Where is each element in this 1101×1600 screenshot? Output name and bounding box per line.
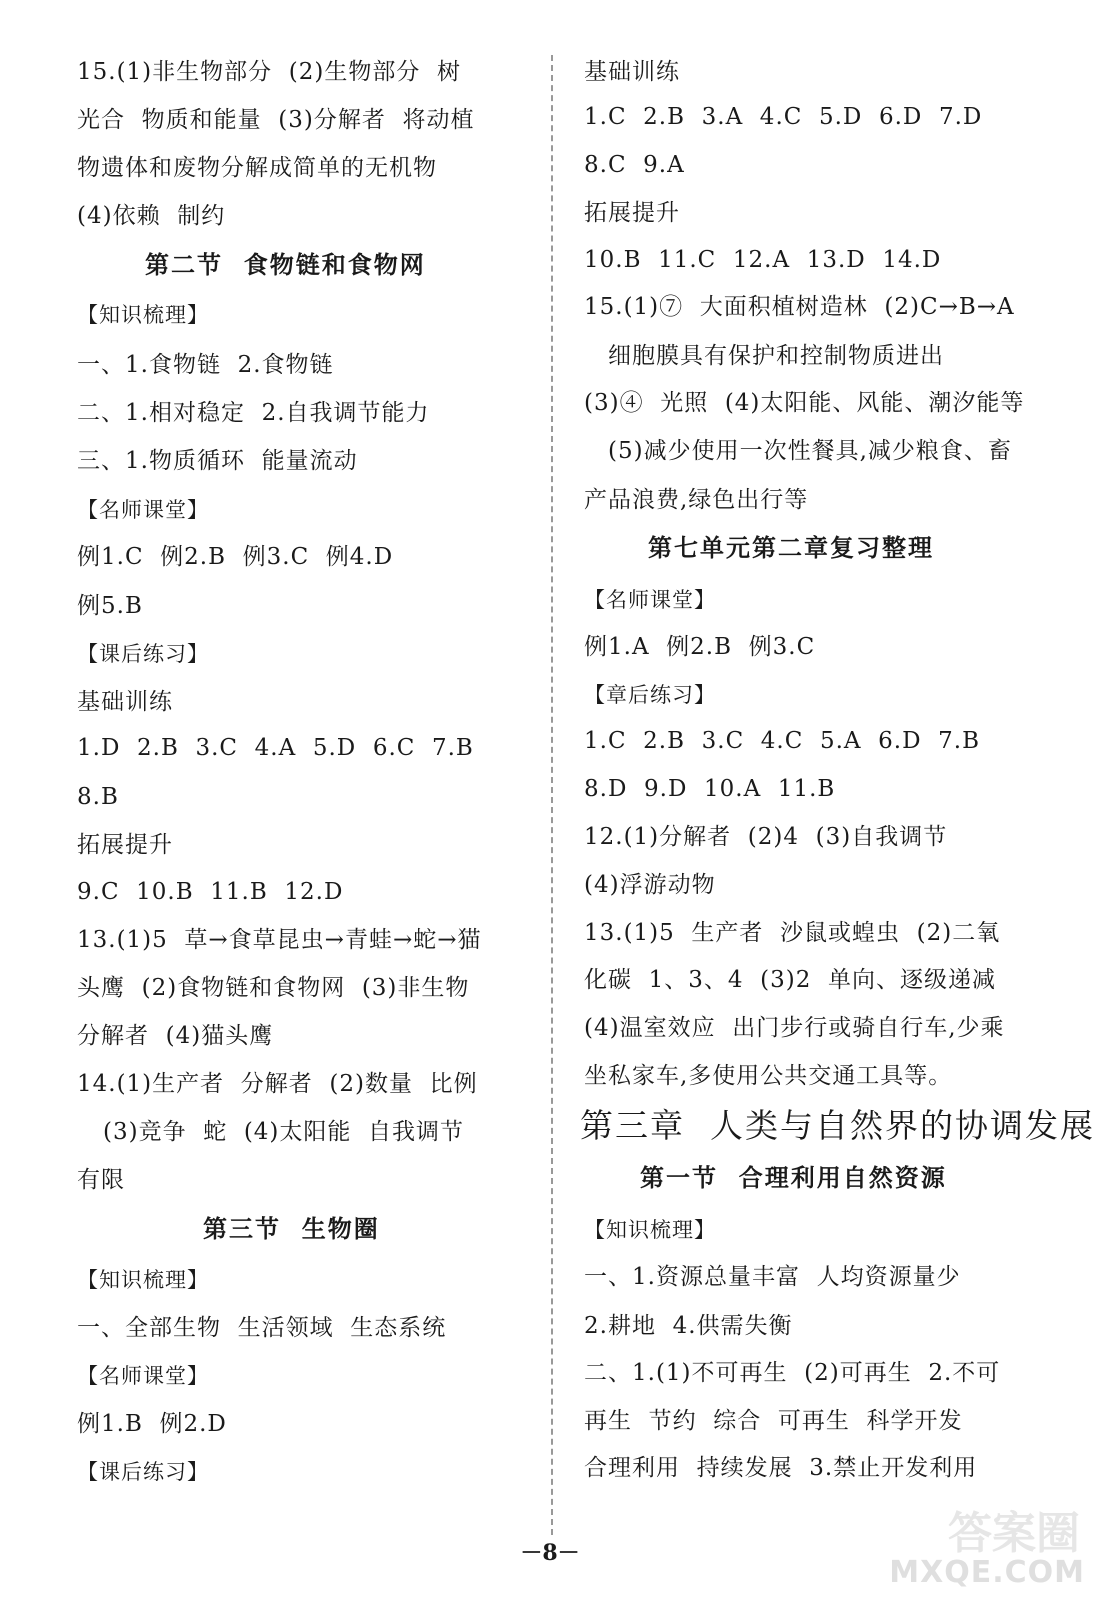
answer-line: 基础训练 — [77, 689, 173, 715]
answer-line: 14.(1)生产者 分解者 (2)数量 比例 — [77, 1071, 478, 1097]
answer-line: 8.D 9.D 10.A 11.B — [584, 776, 836, 802]
answer-line: 15.(1)⑦ 大面积植树造林 (2)C→B→A — [584, 294, 1015, 320]
answer-line: 光合 物质和能量 (3)分解者 将动植 — [77, 107, 475, 133]
answer-line: 1.D 2.B 3.C 4.A 5.D 6.C 7.B — [77, 735, 474, 761]
answer-line: 物遗体和废物分解成简单的无机物 — [77, 155, 437, 181]
section-heading: 第三章 人类与自然界的协调发展 — [580, 1106, 1095, 1145]
subsection-label: 【知识梳理】 — [77, 303, 209, 327]
answer-line: 二、1.相对稳定 2.自我调节能力 — [77, 400, 430, 426]
answer-line: 坐私家车,多使用公共交通工具等。 — [584, 1063, 953, 1089]
answer-line: 再生 节约 综合 可再生 科学开发 — [584, 1408, 963, 1434]
answer-line: 13.(1)5 生产者 沙鼠或蝗虫 (2)二氧 — [584, 920, 1001, 946]
answer-line: 10.B 11.C 12.A 13.D 14.D — [584, 247, 942, 273]
answer-line: 分解者 (4)猫头鹰 — [77, 1023, 274, 1049]
answer-line: 基础训练 — [584, 59, 680, 85]
answer-line: 8.C 9.A — [584, 152, 685, 178]
section-heading: 第三节 生物圈 — [203, 1215, 380, 1243]
answer-line: 头鹰 (2)食物链和食物网 (3)非生物 — [77, 975, 470, 1001]
answer-line: 有限 — [77, 1167, 125, 1193]
answer-line: 2.耕地 4.供需失衡 — [584, 1313, 793, 1339]
watermark-site: MXQE.COM — [889, 1555, 1085, 1590]
subsection-label: 【名师课堂】 — [77, 1364, 209, 1388]
answer-line: 13.(1)5 草→食草昆虫→青蛙→蛇→猫 — [77, 927, 482, 953]
answer-line: 12.(1)分解者 (2)4 (3)自我调节 — [584, 824, 948, 850]
section-heading: 第二节 食物链和食物网 — [145, 251, 426, 279]
section-heading: 第一节 合理利用自然资源 — [640, 1164, 947, 1192]
answer-line: 例1.A 例2.B 例3.C — [584, 634, 816, 660]
answer-line: 产品浪费,绿色出行等 — [584, 487, 809, 513]
subsection-label: 【章后练习】 — [584, 683, 716, 707]
answer-line: 例5.B — [77, 593, 143, 619]
section-heading: 第七单元第二章复习整理 — [648, 534, 934, 562]
answer-line: 合理利用 持续发展 3.禁止开发利用 — [584, 1455, 978, 1481]
answer-line: 9.C 10.B 11.B 12.D — [77, 879, 344, 905]
answer-line: 例1.C 例2.B 例3.C 例4.D — [77, 544, 394, 570]
answer-line: (3)竞争 蛇 (4)太阳能 自我调节 — [103, 1119, 465, 1145]
answer-line: (5)减少使用一次性餐具,减少粮食、畜 — [608, 438, 1012, 464]
answer-line: (4)温室效应 出门步行或骑自行车,少乘 — [584, 1015, 1005, 1041]
page-number: －8－ — [520, 1540, 580, 1566]
answer-line: (3)④ 光照 (4)太阳能、风能、潮汐能等 — [584, 390, 1025, 416]
subsection-label: 【课后练习】 — [77, 642, 209, 666]
answer-line: 一、1.资源总量丰富 人均资源量少 — [584, 1264, 961, 1290]
answer-line: 细胞膜具有保护和控制物质进出 — [608, 343, 944, 369]
subsection-label: 【课后练习】 — [77, 1460, 209, 1484]
answer-line: 例1.B 例2.D — [77, 1411, 227, 1437]
answer-line: 二、1.(1)不可再生 (2)可再生 2.不可 — [584, 1360, 1001, 1386]
answer-line: 一、1.食物链 2.食物链 — [77, 352, 334, 378]
column-divider — [551, 55, 553, 1535]
watermark — [880, 1495, 1085, 1595]
answer-line: (4)浮游动物 — [584, 872, 716, 898]
answer-line: 一、全部生物 生活领域 生态系统 — [77, 1315, 447, 1341]
answer-line: 1.C 2.B 3.A 4.C 5.D 6.D 7.D — [584, 104, 983, 130]
answer-line: 8.B — [77, 784, 119, 810]
answer-line: 化碳 1、3、4 (3)2 单向、逐级递减 — [584, 967, 996, 993]
answer-line: 15.(1)非生物部分 (2)生物部分 树 — [77, 59, 461, 85]
answer-line: 拓展提升 — [584, 200, 680, 226]
subsection-label: 【名师课堂】 — [584, 588, 716, 612]
answer-line: (4)依赖 制约 — [77, 203, 226, 229]
answer-line: 1.C 2.B 3.C 4.C 5.A 6.D 7.B — [584, 728, 980, 754]
subsection-label: 【知识梳理】 — [584, 1218, 716, 1242]
subsection-label: 【名师课堂】 — [77, 498, 209, 522]
answer-line: 三、1.物质循环 能量流动 — [77, 448, 358, 474]
subsection-label: 【知识梳理】 — [77, 1268, 209, 1292]
watermark-logo: 答案圈 — [948, 1508, 1080, 1559]
answer-line: 拓展提升 — [77, 832, 173, 858]
